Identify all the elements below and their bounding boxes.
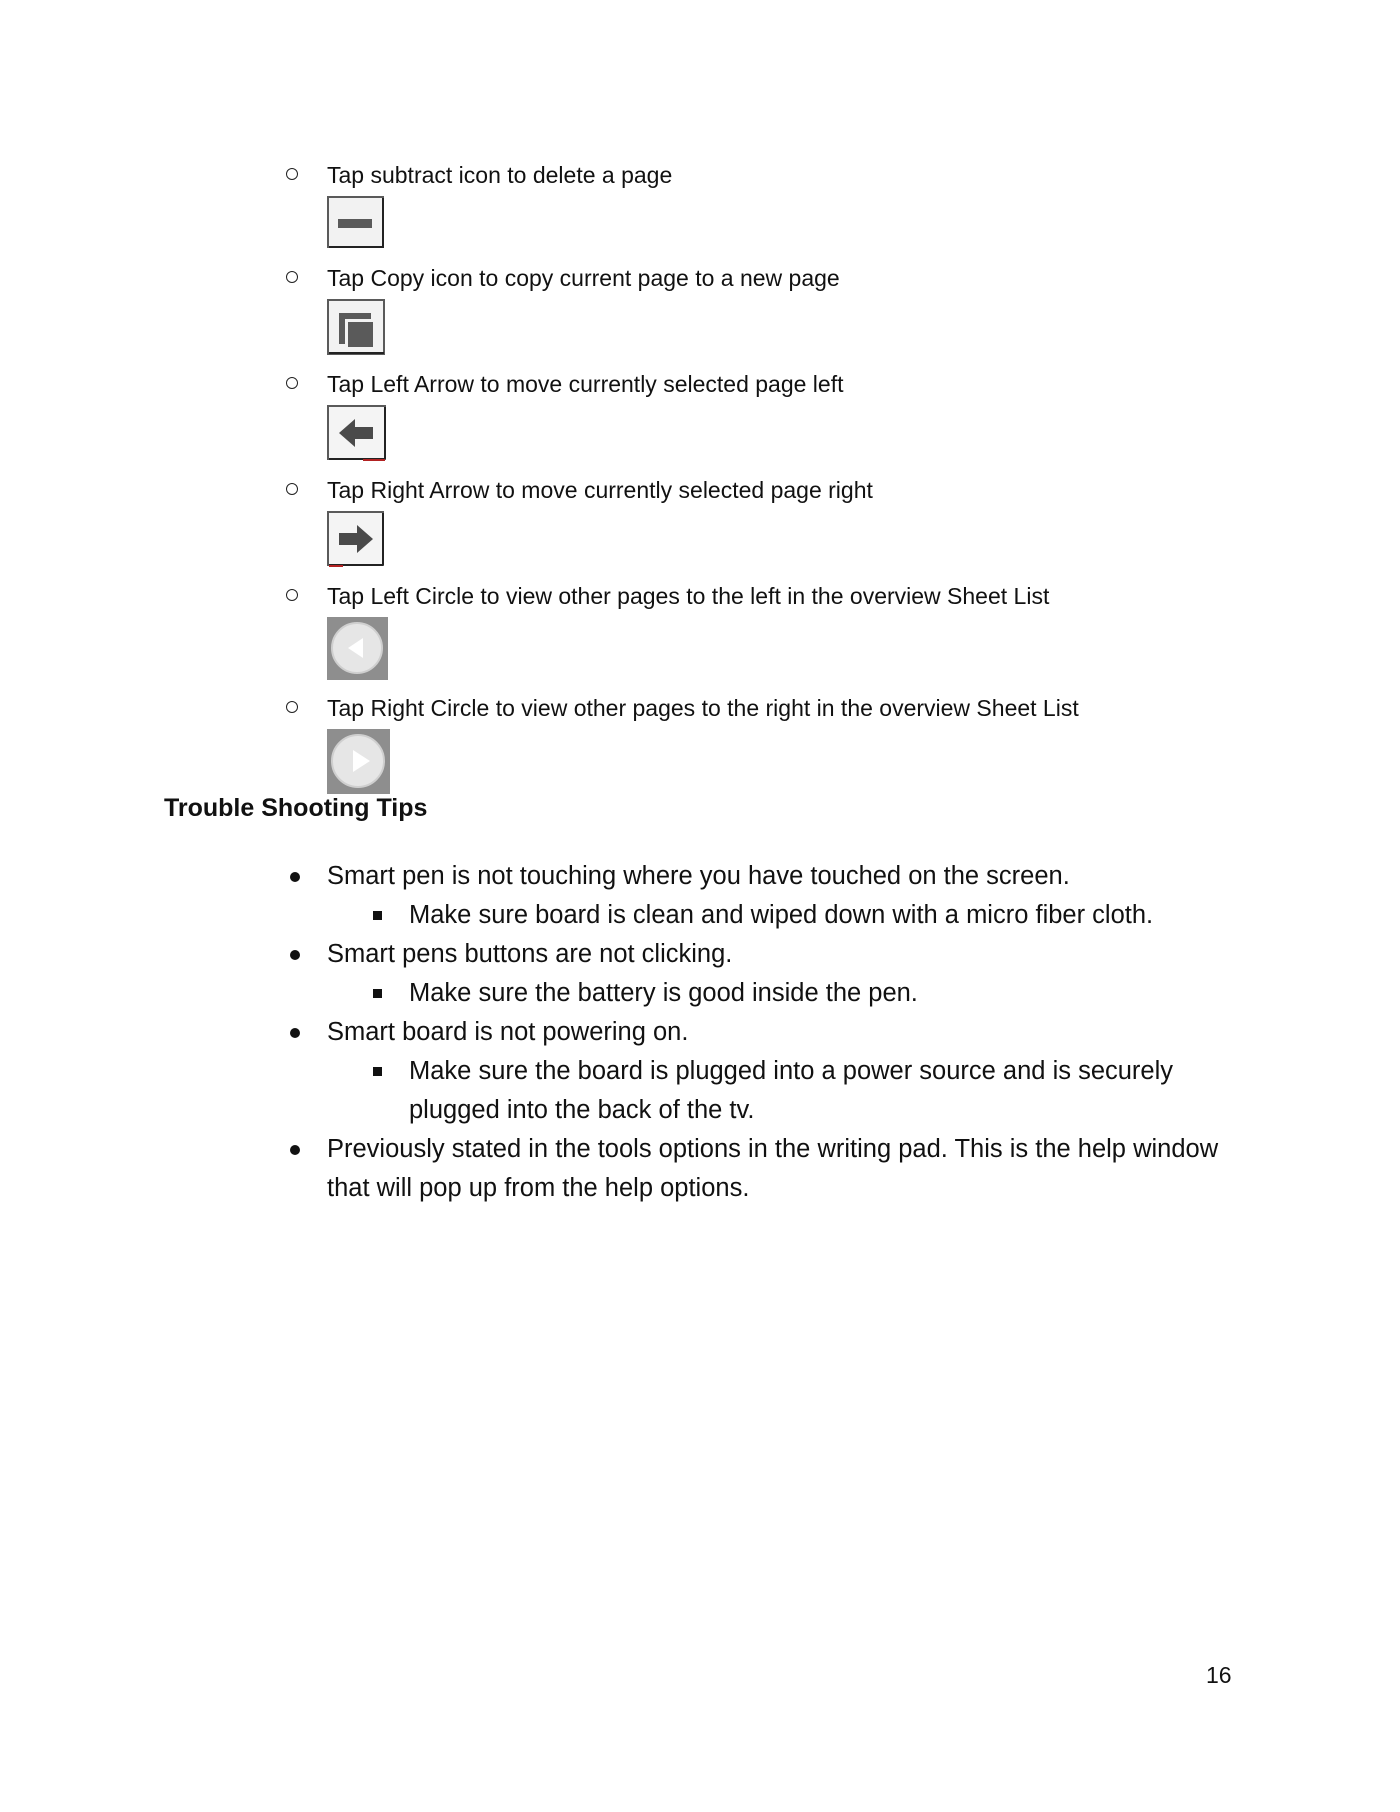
square-bullet [373,911,382,920]
hollow-bullet [286,483,298,495]
square-bullet [373,1067,382,1076]
tip-item [286,857,1246,896]
list-item [286,581,1286,681]
sub-tip-item [286,1052,1246,1130]
section-heading: Trouble Shooting Tips [164,794,428,822]
instruction-text: Tap Left Circle to view other pages to the left in the overview Sheet List [327,583,1050,609]
minus-icon [327,196,1286,251]
hollow-bullet [286,589,298,601]
tip-item [286,1130,1246,1208]
tip-text: Smart pen is not touching where you have touched on the screen. [327,862,1070,890]
hollow-bullet [286,701,298,713]
sub-tip-item [286,896,1246,935]
tip-text: Previously stated in the tools options in the writing pad. This is the help window that will pop up from the help options. [327,1135,1219,1202]
left-circle-icon [327,617,1286,681]
filled-bullet [290,1028,300,1038]
list-item [286,369,1286,463]
hollow-bullet [286,168,298,180]
sub-tip-item [286,974,1246,1013]
instruction-text: Tap Right Arrow to move currently selected page right [327,477,873,503]
list-item [286,263,1286,357]
instruction-text: Tap Left Arrow to move currently selected page left [327,371,844,397]
tip-item [286,935,1246,974]
hollow-bullet [286,377,298,389]
filled-bullet [290,1145,300,1155]
tip-text: Smart board is not powering on. [327,1018,689,1046]
trouble-shooting-list [286,857,1246,1208]
instruction-text: Tap subtract icon to delete a page [327,162,673,188]
square-bullet [373,989,382,998]
icon-instruction-list [286,160,1286,807]
tip-text: Smart pens buttons are not clicking. [327,940,733,968]
sub-tip-text: Make sure the battery is good inside the pen. [409,979,918,1007]
filled-bullet [290,872,300,882]
arrow-left-icon [327,405,1286,463]
sub-tip-text: Make sure the board is plugged into a power source and is securely plugged into the back of the tv. [409,1057,1174,1124]
list-item [286,693,1286,795]
list-item [286,475,1286,569]
instruction-text: Tap Copy icon to copy current page to a new page [327,265,840,291]
hollow-bullet [286,271,298,283]
instruction-text: Tap Right Circle to view other pages to the right in the overview Sheet List [327,695,1079,721]
list-item [286,160,1286,251]
filled-bullet [290,950,300,960]
right-circle-icon [327,729,1286,795]
page-number: 16 [1206,1662,1232,1688]
arrow-right-icon [327,511,1286,569]
copy-icon [327,299,1286,357]
sub-tip-text: Make sure board is clean and wiped down with a micro fiber cloth. [409,901,1154,929]
tip-item [286,1013,1246,1052]
